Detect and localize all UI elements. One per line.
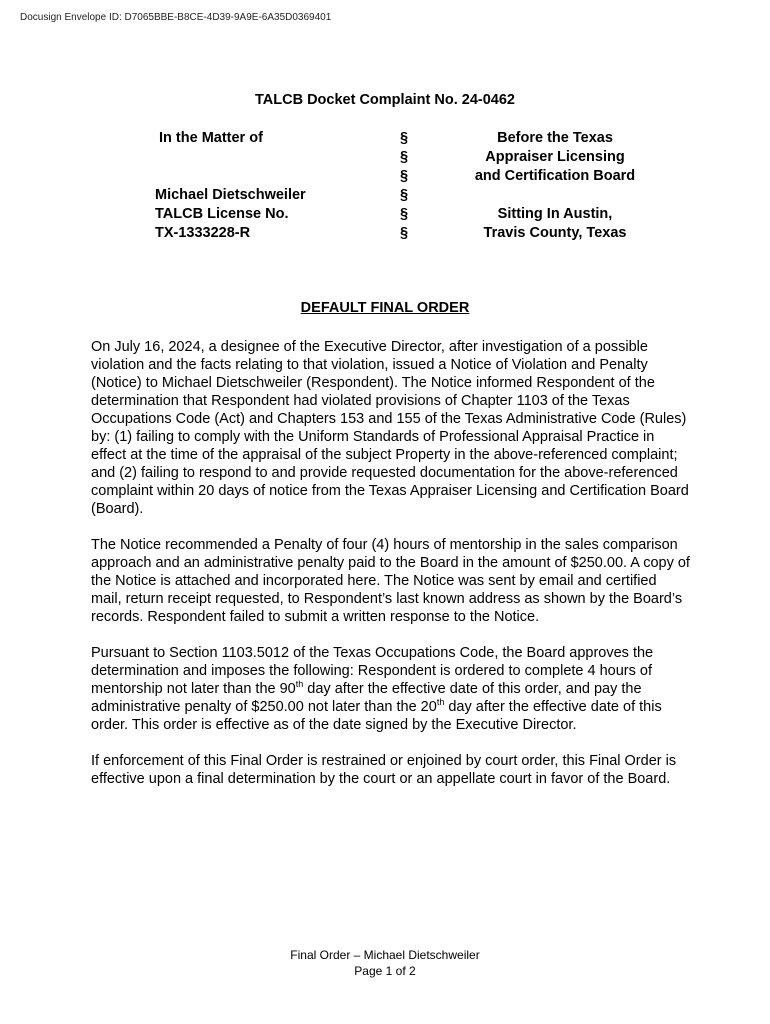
caption-parties — [155, 129, 375, 243]
section-symbol: § — [399, 130, 409, 146]
license-label: TALCB License No. — [155, 206, 289, 222]
order-text: day after the effective date of this order, and pay the administrative penalty of $250.00 not later than the 20 — [91, 681, 642, 715]
order-title: DEFAULT FINAL ORDER — [300, 300, 470, 316]
section-symbol: § — [399, 168, 409, 184]
paragraph-penalty: The Notice recommended a Penalty of four (4) hours of mentorship in the sales comparison approach and an administrative penalty paid to the Board in the amount of $250.00. A copy of the Notice is attached and incorporated here. The Notice was sent by email and certified mail, return receipt requested, to Respondent’s last known address as shown by the Board’s records. Respondent failed to submit a written response to the Notice. — [91, 537, 690, 625]
docket-title: TALCB Docket Complaint No. 24-0462 — [255, 92, 515, 108]
paragraph-enforcement: If enforcement of this Final Order is restrained or enjoined by court order, this Final Order is effective upon a final determination by the court or an appellate court in favor of the Board. — [91, 753, 677, 787]
section-symbol: § — [399, 225, 409, 241]
order-text: Pursuant to Section 1103.5012 of the Texas Occupations Code, the Board approves the determination and imposes the following: Respondent is ordered to complete 4 hours of mentorship not later than the 90 — [91, 645, 654, 697]
ordinal-suffix: th — [295, 679, 304, 690]
section-symbols — [396, 129, 412, 243]
in-the-matter-label: In the Matter of — [159, 130, 263, 146]
license-number: TX-1333228-R — [155, 225, 251, 241]
section-symbol: § — [399, 187, 409, 203]
section-symbol: § — [399, 206, 409, 222]
venue-line: Travis County, Texas — [483, 225, 627, 241]
venue-line: Sitting In Austin, — [497, 206, 613, 222]
tribunal-line: Appraiser Licensing — [485, 149, 625, 165]
order-body — [91, 338, 691, 806]
tribunal-line: Before the Texas — [497, 130, 613, 146]
ordinal-suffix: th — [436, 697, 445, 708]
paragraph-order — [91, 644, 691, 734]
caption-tribunal — [460, 129, 650, 243]
section-symbol: § — [399, 149, 409, 165]
page-number: Page 1 of 2 — [354, 964, 416, 978]
tribunal-line: and Certification Board — [474, 168, 636, 184]
page-footer — [0, 947, 770, 979]
paragraph-notice-issued: On July 16, 2024, a designee of the Executive Director, after investigation of a possible violation and the facts relating to that violation, issued a Notice of Violation and Penalty (Notice) to Michael Dietschweiler (Respondent). The Notice informed Respondent of the determination that Respondent had violated provisions of Chapter 1103 of the Texas Occupations Code (Act) and Chapters 153 and 155 of the Texas Administrative Code (Rules) by: (1) failing to comply with the Uniform Standards of Professional Appraisal Practice in effect at the time of the appraisal of the subject Property in the above-referenced complaint; and (2) failing to respond to and provide requested documentation for the above-referenced complaint within 20 days of notice from the Texas Appraiser Licensing and Certification Board (Board). — [91, 339, 689, 517]
order-text: day after the effective date of this order. This order is effective as of the date signed by the Executive Director. — [91, 699, 662, 733]
envelope-id: Docusign Envelope ID: D7065BBE-B8CE-4D39-9A9E-6A35D0369401 — [20, 12, 332, 23]
respondent-name: Michael Dietschweiler — [155, 187, 306, 203]
footer-title: Final Order – Michael Dietschweiler — [290, 948, 480, 962]
